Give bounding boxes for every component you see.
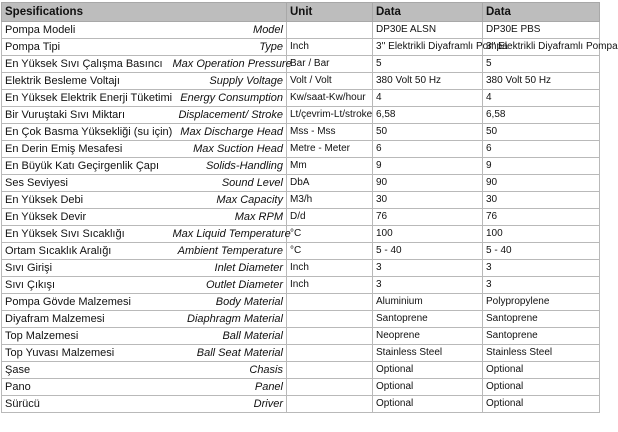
spec-value-2: 30	[483, 192, 600, 209]
spec-value-2: 9	[483, 158, 600, 175]
spec-name-turkish: En Derin Emiş Mesafesi	[2, 141, 170, 158]
table-row	[2, 141, 600, 158]
spec-name-english: Model	[170, 22, 287, 39]
header-specifications: Spesifications	[2, 3, 287, 22]
table-row	[2, 294, 600, 311]
spec-name-turkish: En Yüksek Debi	[2, 192, 170, 209]
spec-value-2: Stainless Steel	[483, 345, 600, 362]
header-unit: Unit	[287, 3, 373, 22]
spec-name-english: Max Discharge Head	[170, 124, 287, 141]
spec-name-turkish: Pompa Modeli	[2, 22, 170, 39]
spec-name-english: Max Operation Pressure	[170, 56, 287, 73]
spec-unit: Bar / Bar	[287, 56, 373, 73]
spec-name-english: Chasis	[170, 362, 287, 379]
spec-name-english: Panel	[170, 379, 287, 396]
table-row	[2, 243, 600, 260]
table-row	[2, 192, 600, 209]
spec-value-1: 380 Volt 50 Hz	[373, 73, 483, 90]
spec-unit: Inch	[287, 39, 373, 56]
spec-unit	[287, 345, 373, 362]
table-row	[2, 124, 600, 141]
spec-value-2: 3'' Elektrikli Diyaframlı Pompa	[483, 39, 600, 56]
table-row	[2, 362, 600, 379]
spec-name-english: Sound Level	[170, 175, 287, 192]
table-row	[2, 73, 600, 90]
spec-unit: M3/h	[287, 192, 373, 209]
spec-name-english: Max RPM	[170, 209, 287, 226]
spec-name-english: Displacement/ Stroke	[170, 107, 287, 124]
spec-name-english: Max Suction Head	[170, 141, 287, 158]
spec-value-1: 50	[373, 124, 483, 141]
spec-value-2: 5	[483, 56, 600, 73]
header-data-2: Data	[483, 3, 600, 22]
spec-value-2: 90	[483, 175, 600, 192]
table-row	[2, 209, 600, 226]
spec-name-turkish: Diyafram Malzemesi	[2, 311, 170, 328]
spec-name-english: Solids-Handling	[170, 158, 287, 175]
spec-value-2: Optional	[483, 379, 600, 396]
spec-unit: Volt / Volt	[287, 73, 373, 90]
spec-name-english: Max Capacity	[170, 192, 287, 209]
spec-unit: D/d	[287, 209, 373, 226]
header-data-1: Data	[373, 3, 483, 22]
spec-unit: Inch	[287, 260, 373, 277]
spec-name-english: Energy Consumption	[170, 90, 287, 107]
spec-value-2: Optional	[483, 396, 600, 413]
spec-value-1: 100	[373, 226, 483, 243]
table-row	[2, 328, 600, 345]
spec-unit	[287, 379, 373, 396]
table-body	[2, 22, 618, 413]
table-row	[2, 22, 600, 39]
spec-unit: °C	[287, 243, 373, 260]
spec-name-english: Supply Voltage	[170, 73, 287, 90]
spec-value-1: 90	[373, 175, 483, 192]
spec-value-2: 4	[483, 90, 600, 107]
spec-value-2: 6	[483, 141, 600, 158]
spec-name-turkish: En Çok Basma Yüksekliği (su için)	[2, 124, 170, 141]
table-header-row	[2, 3, 600, 22]
spec-name-turkish: En Yüksek Devir	[2, 209, 170, 226]
spec-value-2: Polypropylene	[483, 294, 600, 311]
spec-value-1: 5	[373, 56, 483, 73]
spec-value-1: Aluminium	[373, 294, 483, 311]
table-row	[2, 345, 600, 362]
spec-value-1: 3	[373, 260, 483, 277]
spec-value-1: Santoprene	[373, 311, 483, 328]
spec-value-1: 9	[373, 158, 483, 175]
spec-name-english: Inlet Diameter	[170, 260, 287, 277]
spec-value-1: Neoprene	[373, 328, 483, 345]
spec-name-turkish: Sıvı Girişi	[2, 260, 170, 277]
spec-value-1: 76	[373, 209, 483, 226]
spec-value-1: Optional	[373, 362, 483, 379]
spec-name-english: Diaphragm Material	[170, 311, 287, 328]
spec-value-1: Stainless Steel	[373, 345, 483, 362]
spec-name-turkish: Ortam Sıcaklık Aralığı	[2, 243, 170, 260]
spec-name-turkish: Pompa Tipi	[2, 39, 170, 56]
table-row	[2, 396, 600, 413]
spec-unit	[287, 396, 373, 413]
spec-name-turkish: En Büyük Katı Geçirgenlik Çapı	[2, 158, 170, 175]
spec-value-2: 380 Volt 50 Hz	[483, 73, 600, 90]
spec-value-1: 30	[373, 192, 483, 209]
spec-unit	[287, 311, 373, 328]
spec-unit	[287, 294, 373, 311]
spec-name-turkish: En Yüksek Elektrik Enerji Tüketimi	[2, 90, 170, 107]
spec-value-1: Optional	[373, 379, 483, 396]
table-row	[2, 107, 600, 124]
specifications-table	[1, 2, 618, 413]
spec-name-english: Driver	[170, 396, 287, 413]
spec-name-turkish: Bir Vuruştaki Sıvı Miktarı	[2, 107, 170, 124]
spec-name-english: Outlet Diameter	[170, 277, 287, 294]
spec-value-1: 5 - 40	[373, 243, 483, 260]
table-row	[2, 379, 600, 396]
spec-name-turkish: Ses Seviyesi	[2, 175, 170, 192]
table-row	[2, 311, 600, 328]
spec-unit: Mm	[287, 158, 373, 175]
table-row	[2, 90, 600, 107]
spec-name-turkish: Top Yuvası Malzemesi	[2, 345, 170, 362]
spec-unit: Kw/saat-Kw/hour	[287, 90, 373, 107]
spec-value-1: Optional	[373, 396, 483, 413]
spec-name-turkish: En Yüksek Sıvı Çalışma Basıncı	[2, 56, 170, 73]
spec-value-1: 6	[373, 141, 483, 158]
spec-name-english: Type	[170, 39, 287, 56]
spec-value-1: 6,58	[373, 107, 483, 124]
spec-value-2: 100	[483, 226, 600, 243]
table-row	[2, 260, 600, 277]
table-row	[2, 175, 600, 192]
spec-name-turkish: Sürücü	[2, 396, 170, 413]
spec-value-1: 3'' Elektrikli Diyaframlı Pompa	[373, 39, 483, 56]
spec-name-english: Ball Seat Material	[170, 345, 287, 362]
spec-value-2: 5 - 40	[483, 243, 600, 260]
spec-unit	[287, 328, 373, 345]
spec-value-2: 50	[483, 124, 600, 141]
spec-name-turkish: Şase	[2, 362, 170, 379]
spec-value-2: 3	[483, 260, 600, 277]
spec-name-english: Max Liquid Temperature	[170, 226, 287, 243]
spec-value-2: DP30E PBS	[483, 22, 600, 39]
spec-value-1: DP30E ALSN	[373, 22, 483, 39]
spec-unit: DbA	[287, 175, 373, 192]
spec-name-turkish: En Yüksek Sıvı Sıcaklığı	[2, 226, 170, 243]
spec-unit: Metre - Meter	[287, 141, 373, 158]
spec-value-2: 76	[483, 209, 600, 226]
spec-value-1: 3	[373, 277, 483, 294]
spec-value-2: Santoprene	[483, 311, 600, 328]
spec-name-turkish: Pompa Gövde Malzemesi	[2, 294, 170, 311]
spec-name-english: Ball Material	[170, 328, 287, 345]
spec-unit: °C	[287, 226, 373, 243]
spec-name-turkish: Sıvı Çıkışı	[2, 277, 170, 294]
spec-value-2: Santoprene	[483, 328, 600, 345]
table-row	[2, 277, 600, 294]
spec-unit	[287, 22, 373, 39]
table-row	[2, 158, 600, 175]
spec-unit: Inch	[287, 277, 373, 294]
table-row	[2, 226, 600, 243]
spec-name-english: Ambient Temperature	[170, 243, 287, 260]
spec-name-turkish: Elektrik Besleme Voltajı	[2, 73, 170, 90]
spec-value-1: 4	[373, 90, 483, 107]
spec-unit	[287, 362, 373, 379]
spec-name-turkish: Pano	[2, 379, 170, 396]
spec-value-2: Optional	[483, 362, 600, 379]
spec-unit: Lt/çevrim-Lt/stroke	[287, 107, 373, 124]
spec-name-turkish: Top Malzemesi	[2, 328, 170, 345]
spec-value-2: 3	[483, 277, 600, 294]
spec-name-english: Body Material	[170, 294, 287, 311]
spec-unit: Mss - Mss	[287, 124, 373, 141]
table-row	[2, 39, 600, 56]
spec-value-2: 6,58	[483, 107, 600, 124]
table-row	[2, 56, 600, 73]
